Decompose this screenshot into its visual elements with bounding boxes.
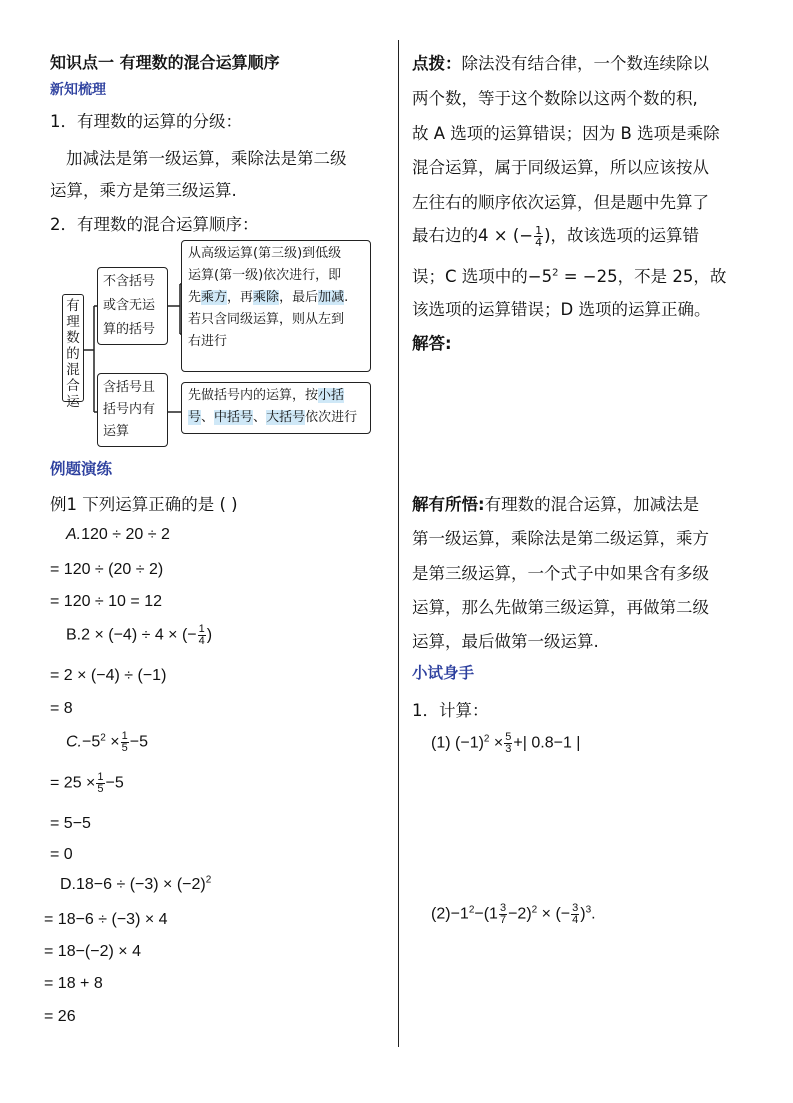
item1-body-line1: 加减法是第一级运算，乘除法是第二级 bbox=[66, 149, 347, 168]
answer-label: 解答: bbox=[412, 334, 452, 353]
diagram-root: 有 理 数 的 混 合 运 bbox=[62, 294, 84, 402]
hint-line6: 最右边的4 × (− $\frac{1}{4}$ )，故该选项的运算错 bbox=[412, 224, 700, 249]
option-b-line1: B.2 × (−4) ÷ 4 × (− $\frac{1}{4}$ ) bbox=[66, 623, 213, 647]
option-d-line1: $D.18-6 \div (-3) \times (-2)^2$ bbox=[60, 874, 212, 893]
example1-question: 例1 下列运算正确的是 ( ) bbox=[50, 495, 238, 514]
option-a-line2: = 120 ÷ (20 ÷ 2) bbox=[50, 561, 164, 578]
option-b-line2: = 2 × (−4) ÷ (−1) bbox=[50, 667, 167, 684]
rule-with-brackets: 先做括号内的运算，按小括 号、中括号、大括号依次进行 bbox=[181, 382, 371, 434]
hint-line7: 误；C 选项中的$-5^2 = -25$，不是 25，故 bbox=[412, 267, 727, 286]
rule-no-brackets: 从高级运算(第三级)到低级 运算(第一级)依次进行，即 先乘方，再乘除，最后加减. 若只含同级运算，则从左到 右进行 bbox=[181, 240, 371, 372]
insight-line3: 是第三级运算，一个式子中如果含有多级 bbox=[412, 564, 709, 583]
branch-with-brackets: 含括号且 括号内有 运算 bbox=[97, 373, 168, 447]
option-c-line4: = 0 bbox=[50, 846, 73, 863]
option-a-line3: = 120 ÷ 10 = 12 bbox=[50, 593, 162, 610]
hint-line8: 该选项的运算错误；D 选项的运算正确。 bbox=[412, 300, 711, 319]
new-knowledge-label: 新知梳理 bbox=[50, 82, 106, 98]
hint-line5: 左往右的顺序依次运算，但是题中先算了 bbox=[412, 193, 709, 212]
practice-title: 小试身手 bbox=[412, 664, 475, 682]
item1-body-line2: 运算，乘方是第三级运算. bbox=[50, 181, 237, 200]
option-d-line3: = 18−(−2) × 4 bbox=[44, 943, 141, 960]
hint-line2: 两个数，等于这个数除以这两个数的积, bbox=[412, 89, 698, 108]
item2-title: 2．有理数的混合运算顺序： bbox=[50, 215, 259, 234]
insight-line5: 运算，最后做第一级运算. bbox=[412, 632, 599, 651]
option-c-line1: $C.-5^2$ × $\frac{1}{5}$ −5 bbox=[66, 730, 148, 754]
item1-title: 1．有理数的运算的分级： bbox=[50, 112, 242, 131]
hint-line1: 点拨：除法没有结合律，一个数连续除以 bbox=[412, 54, 709, 73]
column-divider bbox=[398, 40, 399, 1047]
section-title: 知识点一 有理数的混合运算顺序 bbox=[50, 53, 280, 72]
option-c-line2: = 25 × $\frac{1}{5}$ −5 bbox=[50, 771, 124, 795]
branch-no-brackets: 不含括号 或含无运 算的括号 bbox=[97, 267, 168, 345]
option-d-line4: = 18 + 8 bbox=[44, 975, 103, 992]
calc-label: 1．计算： bbox=[412, 701, 489, 720]
hint-line3: 故 A 选项的运算错误；因为 B 选项是乘除 bbox=[412, 124, 720, 143]
hint-line4: 混合运算，属于同级运算，所以应该按从 bbox=[412, 158, 709, 177]
problem-2: $(2)-1^2-(1$ $\frac{3}{7}$ −2)$^2$ × (− $\frac{3}{4}$ )$^3$. bbox=[431, 902, 596, 926]
option-a-line1: A.120 ÷ 20 ÷ 2 bbox=[66, 526, 170, 543]
insight-line1: 解有所悟:有理数的混合运算，加减法是 bbox=[412, 495, 700, 514]
problem-1: (1) $(-1)^2$ × $\frac{5}{3}$ +| 0.8−1 | bbox=[431, 731, 581, 755]
option-d-line2: = 18−6 ÷ (−3) × 4 bbox=[44, 911, 168, 928]
insight-line4: 运算，那么先做第三级运算，再做第二级 bbox=[412, 598, 709, 617]
option-d-line5: = 26 bbox=[44, 1008, 76, 1025]
option-b-line3: = 8 bbox=[50, 700, 73, 717]
example-section-title: 例题演练 bbox=[50, 460, 113, 478]
option-c-line3: = 5−5 bbox=[50, 815, 91, 832]
insight-line2: 第一级运算，乘除法是第二级运算，乘方 bbox=[412, 529, 709, 548]
